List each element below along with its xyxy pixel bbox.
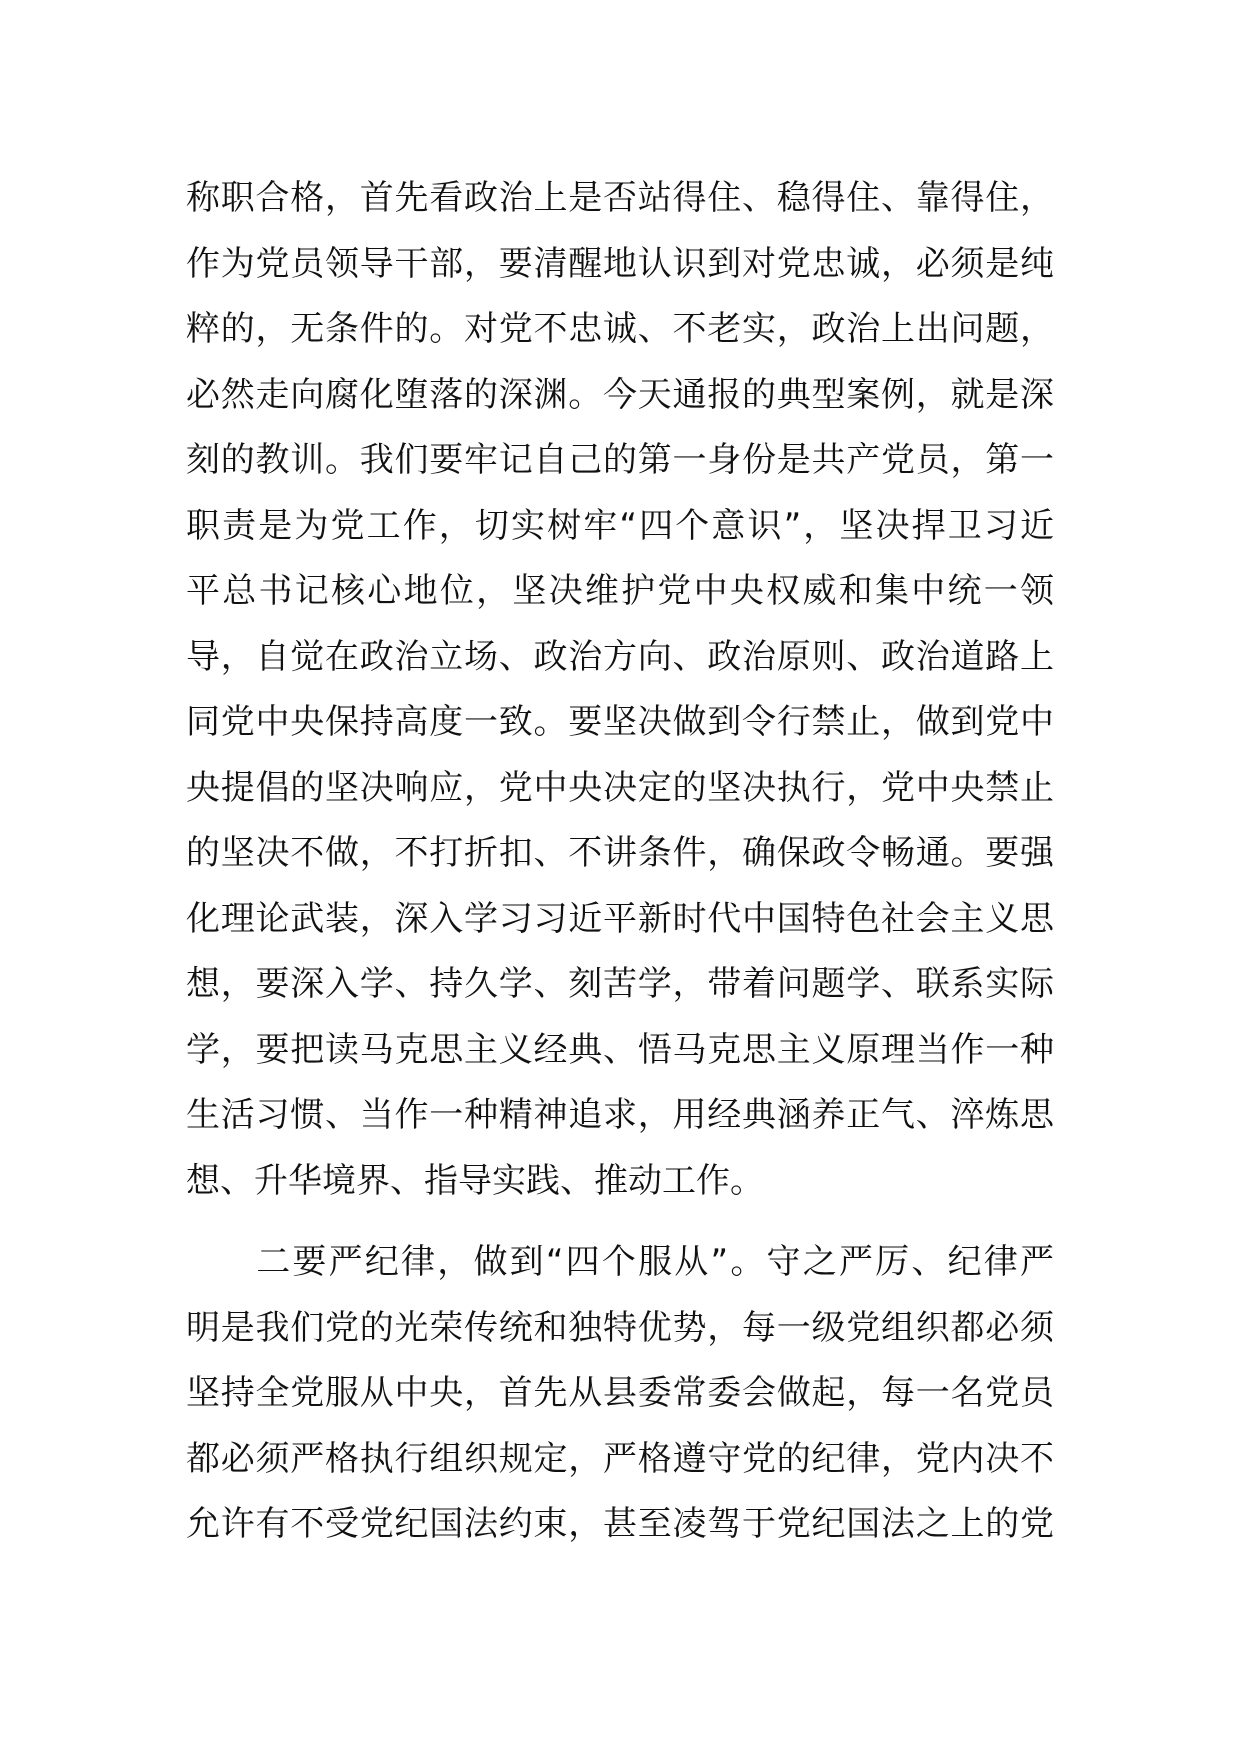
paragraph-line: 导，自觉在政治立场、政治方向、政治原则、政治道路上	[186, 636, 1054, 677]
paragraph-1	[186, 166, 1054, 1214]
paragraph-line: 同党中央保持高度一致。要坚决做到令行禁止，做到党中	[186, 702, 1054, 742]
paragraph-line: 刻的教训。我们要牢记自己的第一身份是共产党员，第一	[186, 440, 1054, 480]
paragraph-line: 作为党员领导干部，要清醒地认识到对党忠诚，必须是纯	[186, 243, 1054, 284]
paragraph-spacer	[186, 1214, 1054, 1230]
paragraph-line: 粹的，无条件的。对党不忠诚、不老实，政治上出问题，	[186, 309, 1054, 349]
paragraph-line: 坚持全党服从中央，首先从县委常委会做起，每一名党员	[186, 1373, 1054, 1413]
paragraph-line: 必然走向腐化堕落的深渊。今天通报的典型案例，就是深	[186, 374, 1054, 415]
paragraph-line: 称职合格，首先看政治上是否站得住、稳得住、靠得住，	[186, 178, 1054, 218]
paragraph-line: 学，要把读马克思主义经典、悟马克思主义原理当作一种	[186, 1029, 1054, 1070]
paragraph-line: 的坚决不做，不打折扣、不讲条件，确保政令畅通。要强	[186, 833, 1054, 873]
paragraph-line-text: 二要严纪律，做到“四个服从”。守之严厉、纪律严	[254, 1242, 1054, 1282]
paragraph-line: 允许有不受党纪国法约束，甚至凌驾于党纪国法之上的党	[186, 1504, 1054, 1544]
paragraph-line: 明是我们党的光荣传统和独特优势，每一级党组织都必须	[186, 1307, 1054, 1348]
paragraph-line: 化理论武装，深入学习习近平新时代中国特色社会主义思	[186, 898, 1054, 939]
paragraph-line: 平总书记核心地位，坚决维护党中央权威和集中统一领	[186, 571, 1054, 611]
paragraph-line: 都必须严格执行组织规定，严格遵守党的纪律，党内决不	[186, 1438, 1054, 1479]
paragraph-line: 想，要深入学、持久学、刻苦学，带着问题学、联系实际	[186, 964, 1054, 1004]
paragraph-line: 央提倡的坚决响应，党中央决定的坚决执行，党中央禁止	[186, 767, 1054, 808]
paragraph-2	[186, 1230, 1054, 1558]
body-text	[186, 166, 1054, 1558]
paragraph-line-indented	[186, 1230, 1054, 1296]
paragraph-line: 生活习惯、当作一种精神追求，用经典涵养正气、淬炼思	[186, 1095, 1054, 1135]
paragraph-line: 想、升华境界、指导实践、推动工作。	[186, 1160, 764, 1201]
paragraph-line: 职责是为党工作，切实树牢“四个意识”，坚决捍卫习近	[186, 505, 1054, 546]
